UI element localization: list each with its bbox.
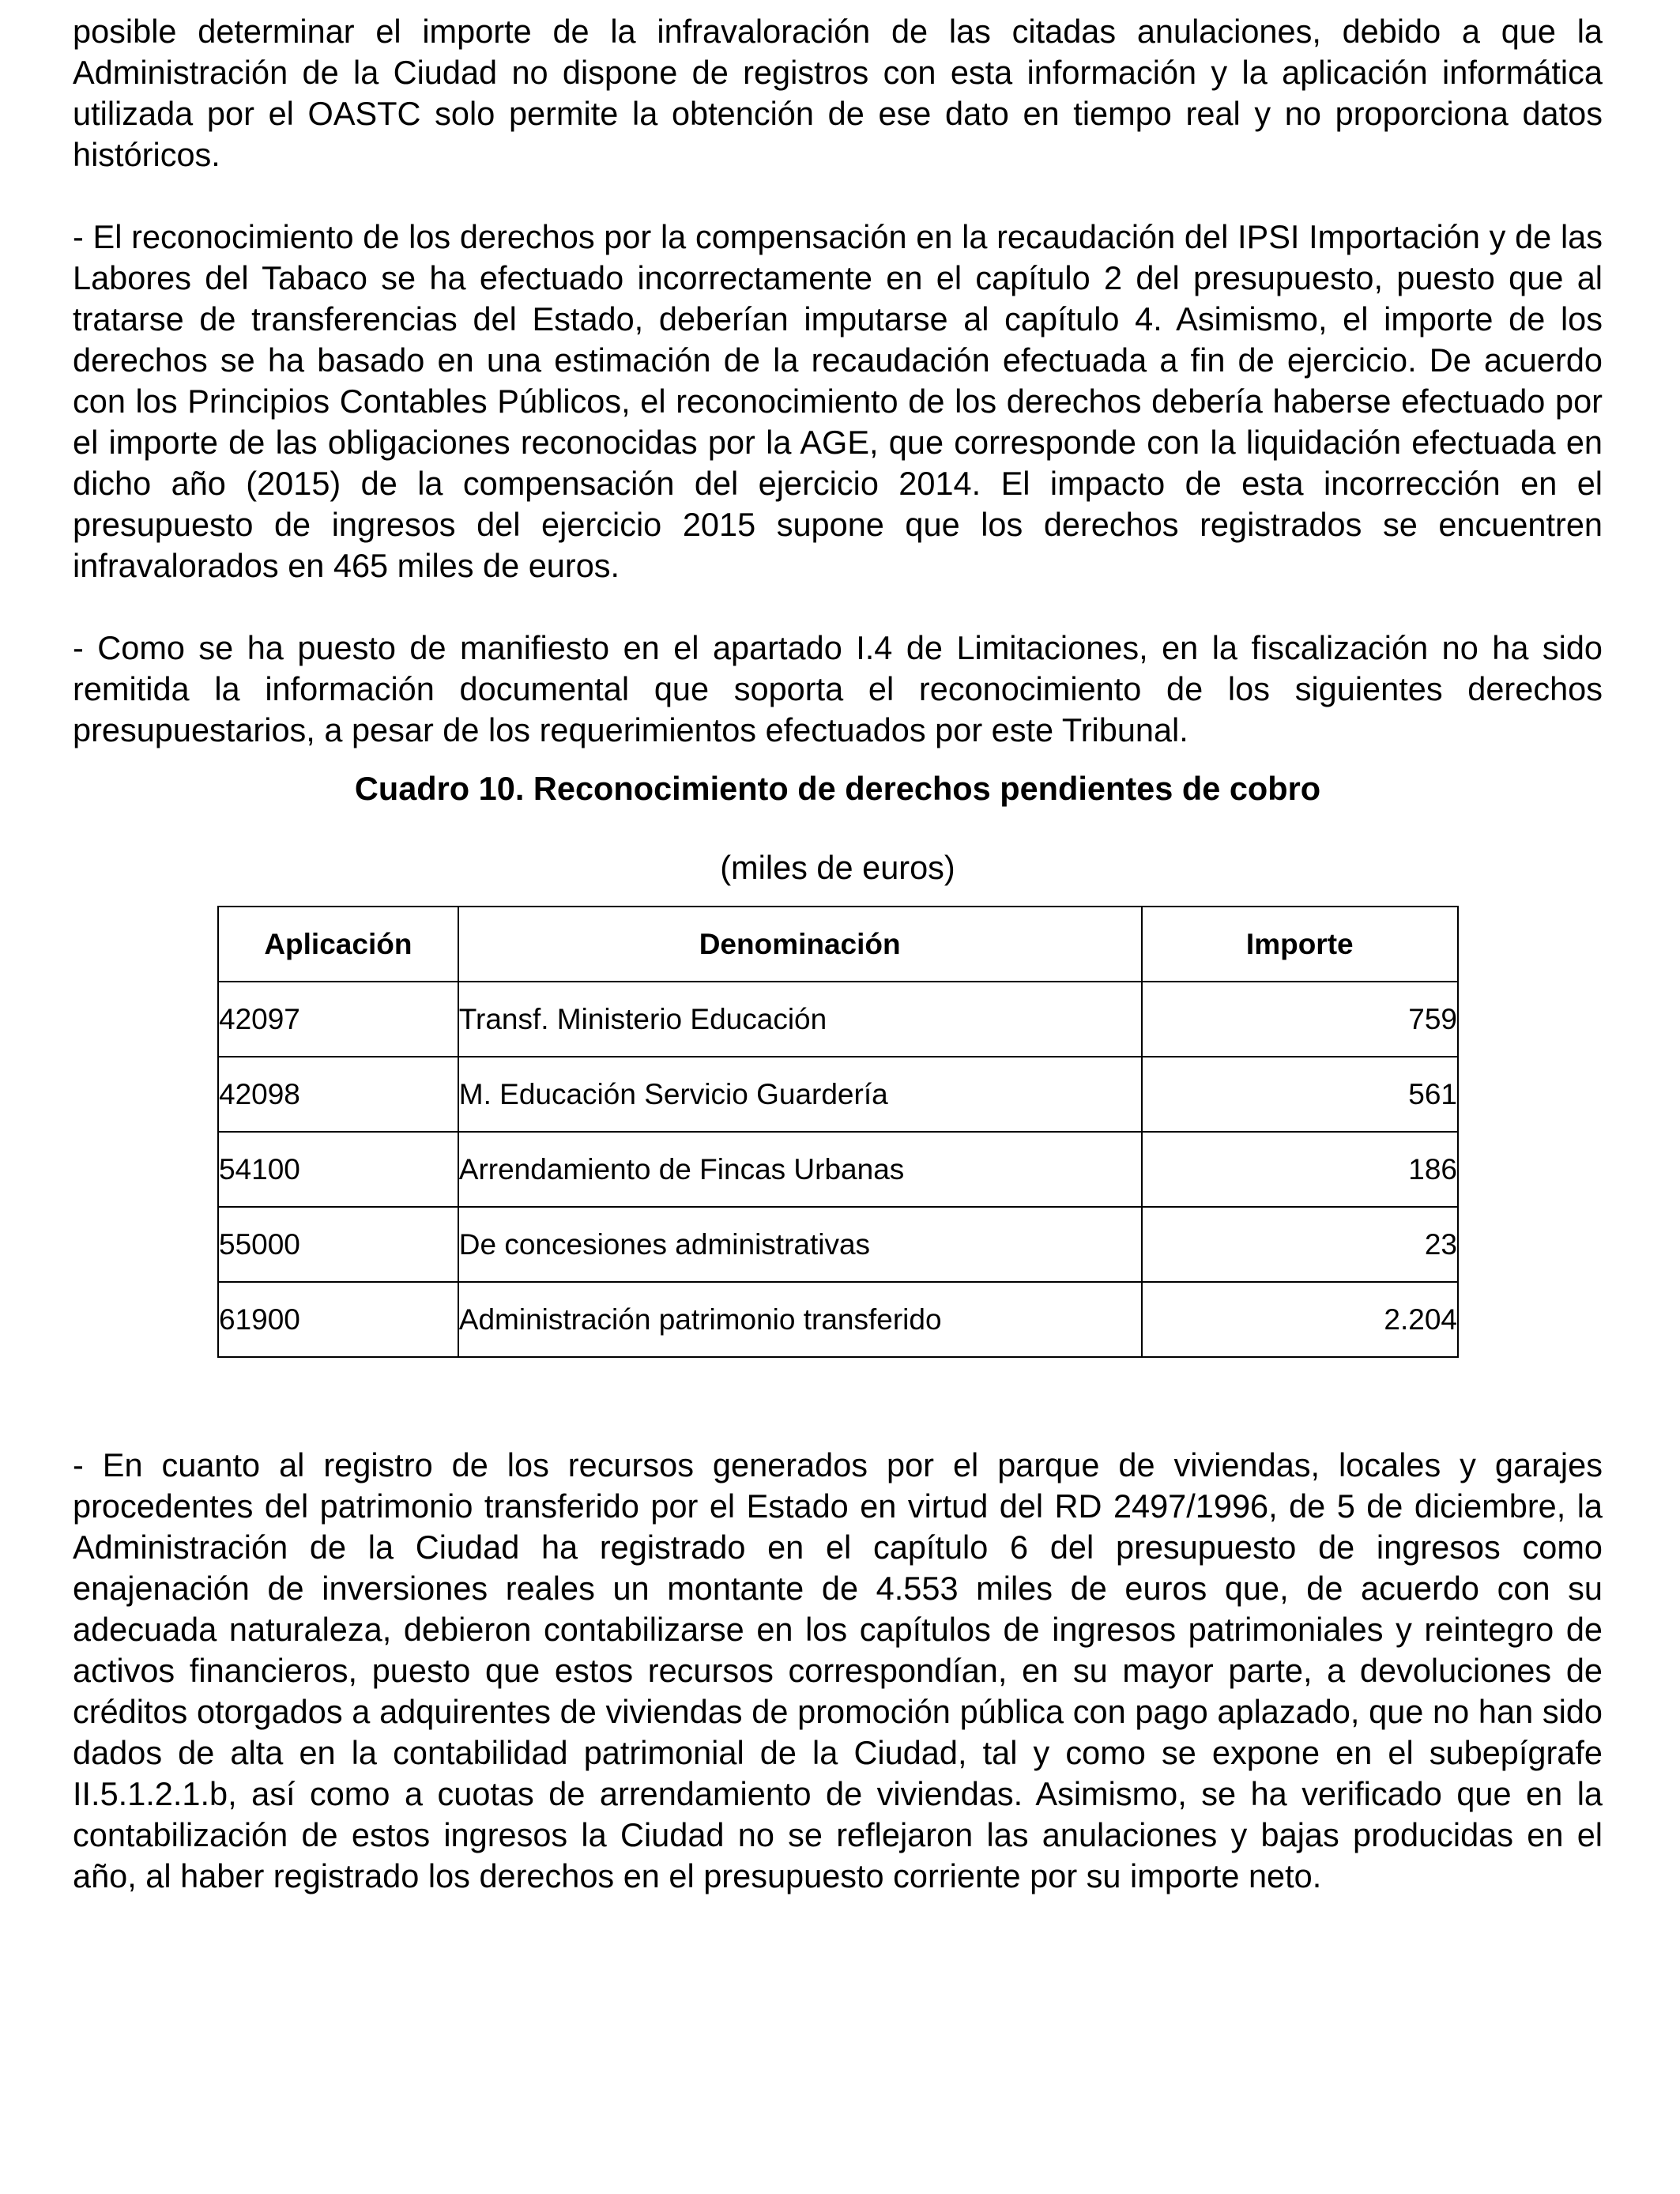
cell-aplicacion: 61900 [218, 1282, 458, 1357]
table-header-row [218, 907, 1458, 982]
table-row [218, 1207, 1458, 1282]
cell-importe: 186 [1142, 1132, 1458, 1207]
cell-denominacion: Arrendamiento de Fincas Urbanas [458, 1132, 1142, 1207]
table-row [218, 1057, 1458, 1132]
paragraph-compensacion-ipsi: - El reconocimiento de los derechos por la compensación en la recaudación del IPSI Importación y de las Labores del Tabaco se ha efectuado incorrectamente en el capítulo 2 del presupuesto, puesto que al tratarse de transferencias del Estado, deberían imputarse al capítulo 4. Asimismo, el importe de los derechos se ha basado en una estimación de la recaudación efectuada a fin de ejercicio. De acuerdo con los Principios Contables Públicos, el reconocimiento de los derechos debería haberse efectuado por el importe de las obligaciones reconocidas por la AGE, que corresponde con la liquidación efectuada en dicho año (2015) de la compensación del ejercicio 2014. El impacto de esta incorrección en el presupuesto de ingresos del ejercicio 2015 supone que los derechos registrados se encuentren infravalorados en 465 miles de euros. [73, 218, 1603, 584]
cell-denominacion: De concesiones administrativas [458, 1207, 1142, 1282]
cell-aplicacion: 42097 [218, 982, 458, 1057]
header-denominacion: Denominación [458, 907, 1142, 982]
cell-aplicacion: 55000 [218, 1207, 458, 1282]
header-importe: Importe [1142, 907, 1458, 982]
table-row [218, 1282, 1458, 1357]
cell-aplicacion: 42098 [218, 1057, 458, 1132]
document-page [73, 11, 1603, 1894]
paragraph-infravaloracion: posible determinar el importe de la infravaloración de las citadas anulaciones, debido a que la Administración de la Ciudad no dispone de registros con esta información y la aplicación informática utilizada por el OASTC solo permite la obtención de ese dato en tiempo real y no proporciona datos históricos. [73, 13, 1603, 173]
cell-importe: 2.204 [1142, 1282, 1458, 1357]
cell-importe: 561 [1142, 1057, 1458, 1132]
table-row [218, 982, 1458, 1057]
cell-importe: 759 [1142, 982, 1458, 1057]
cell-aplicacion: 54100 [218, 1132, 458, 1207]
cell-denominacion: Administración patrimonio transferido [458, 1282, 1142, 1357]
cell-denominacion: M. Educación Servicio Guardería [458, 1057, 1142, 1132]
cell-denominacion: Transf. Ministerio Educación [458, 982, 1142, 1057]
paragraph-limitaciones: - Como se ha puesto de manifiesto en el apartado I.4 de Limitaciones, en la fiscalización no ha sido remitida la información documental que soporta el reconocimiento de los siguientes derechos presupuestarios, a pesar de los requerimientos efectuados por este Tribunal. [73, 629, 1603, 748]
header-aplicacion: Aplicación [218, 907, 458, 982]
cell-importe: 23 [1142, 1207, 1458, 1282]
table-row [218, 1132, 1458, 1207]
table-units: (miles de euros) [720, 849, 955, 886]
table-title: Cuadro 10. Reconocimiento de derechos pendientes de cobro [354, 770, 1321, 807]
derechos-table [217, 906, 1459, 1358]
paragraph-parque-viviendas: - En cuanto al registro de los recursos generados por el parque de viviendas, locales y garajes procedentes del patrimonio transferido por el Estado en virtud del RD 2497/1996, de 5 de diciembre, la Administración de la Ciudad ha registrado en el capítulo 6 del presupuesto de ingresos como enajenación de inversiones reales un montante de 4.553 miles de euros que, de acuerdo con su adecuada naturaleza, debieron contabilizarse en los capítulos de ingresos patrimoniales y reintegro de activos financieros, puesto que estos recursos correspondían, en su mayor parte, a devoluciones de créditos otorgados a adquirentes de viviendas de promoción pública con pago aplazado, que no han sido dados de alta en la contabilidad patrimonial de la Ciudad, tal y como se expone en el subepígrafe II.5.1.2.1.b, así como a cuotas de arrendamiento de viviendas. Asimismo, se ha verificado que en la contabilización de estos ingresos la Ciudad no se reflejaron las anulaciones y bajas producidas en el año, al haber registrado los derechos en el presupuesto corriente por su importe neto. [73, 1446, 1603, 1894]
